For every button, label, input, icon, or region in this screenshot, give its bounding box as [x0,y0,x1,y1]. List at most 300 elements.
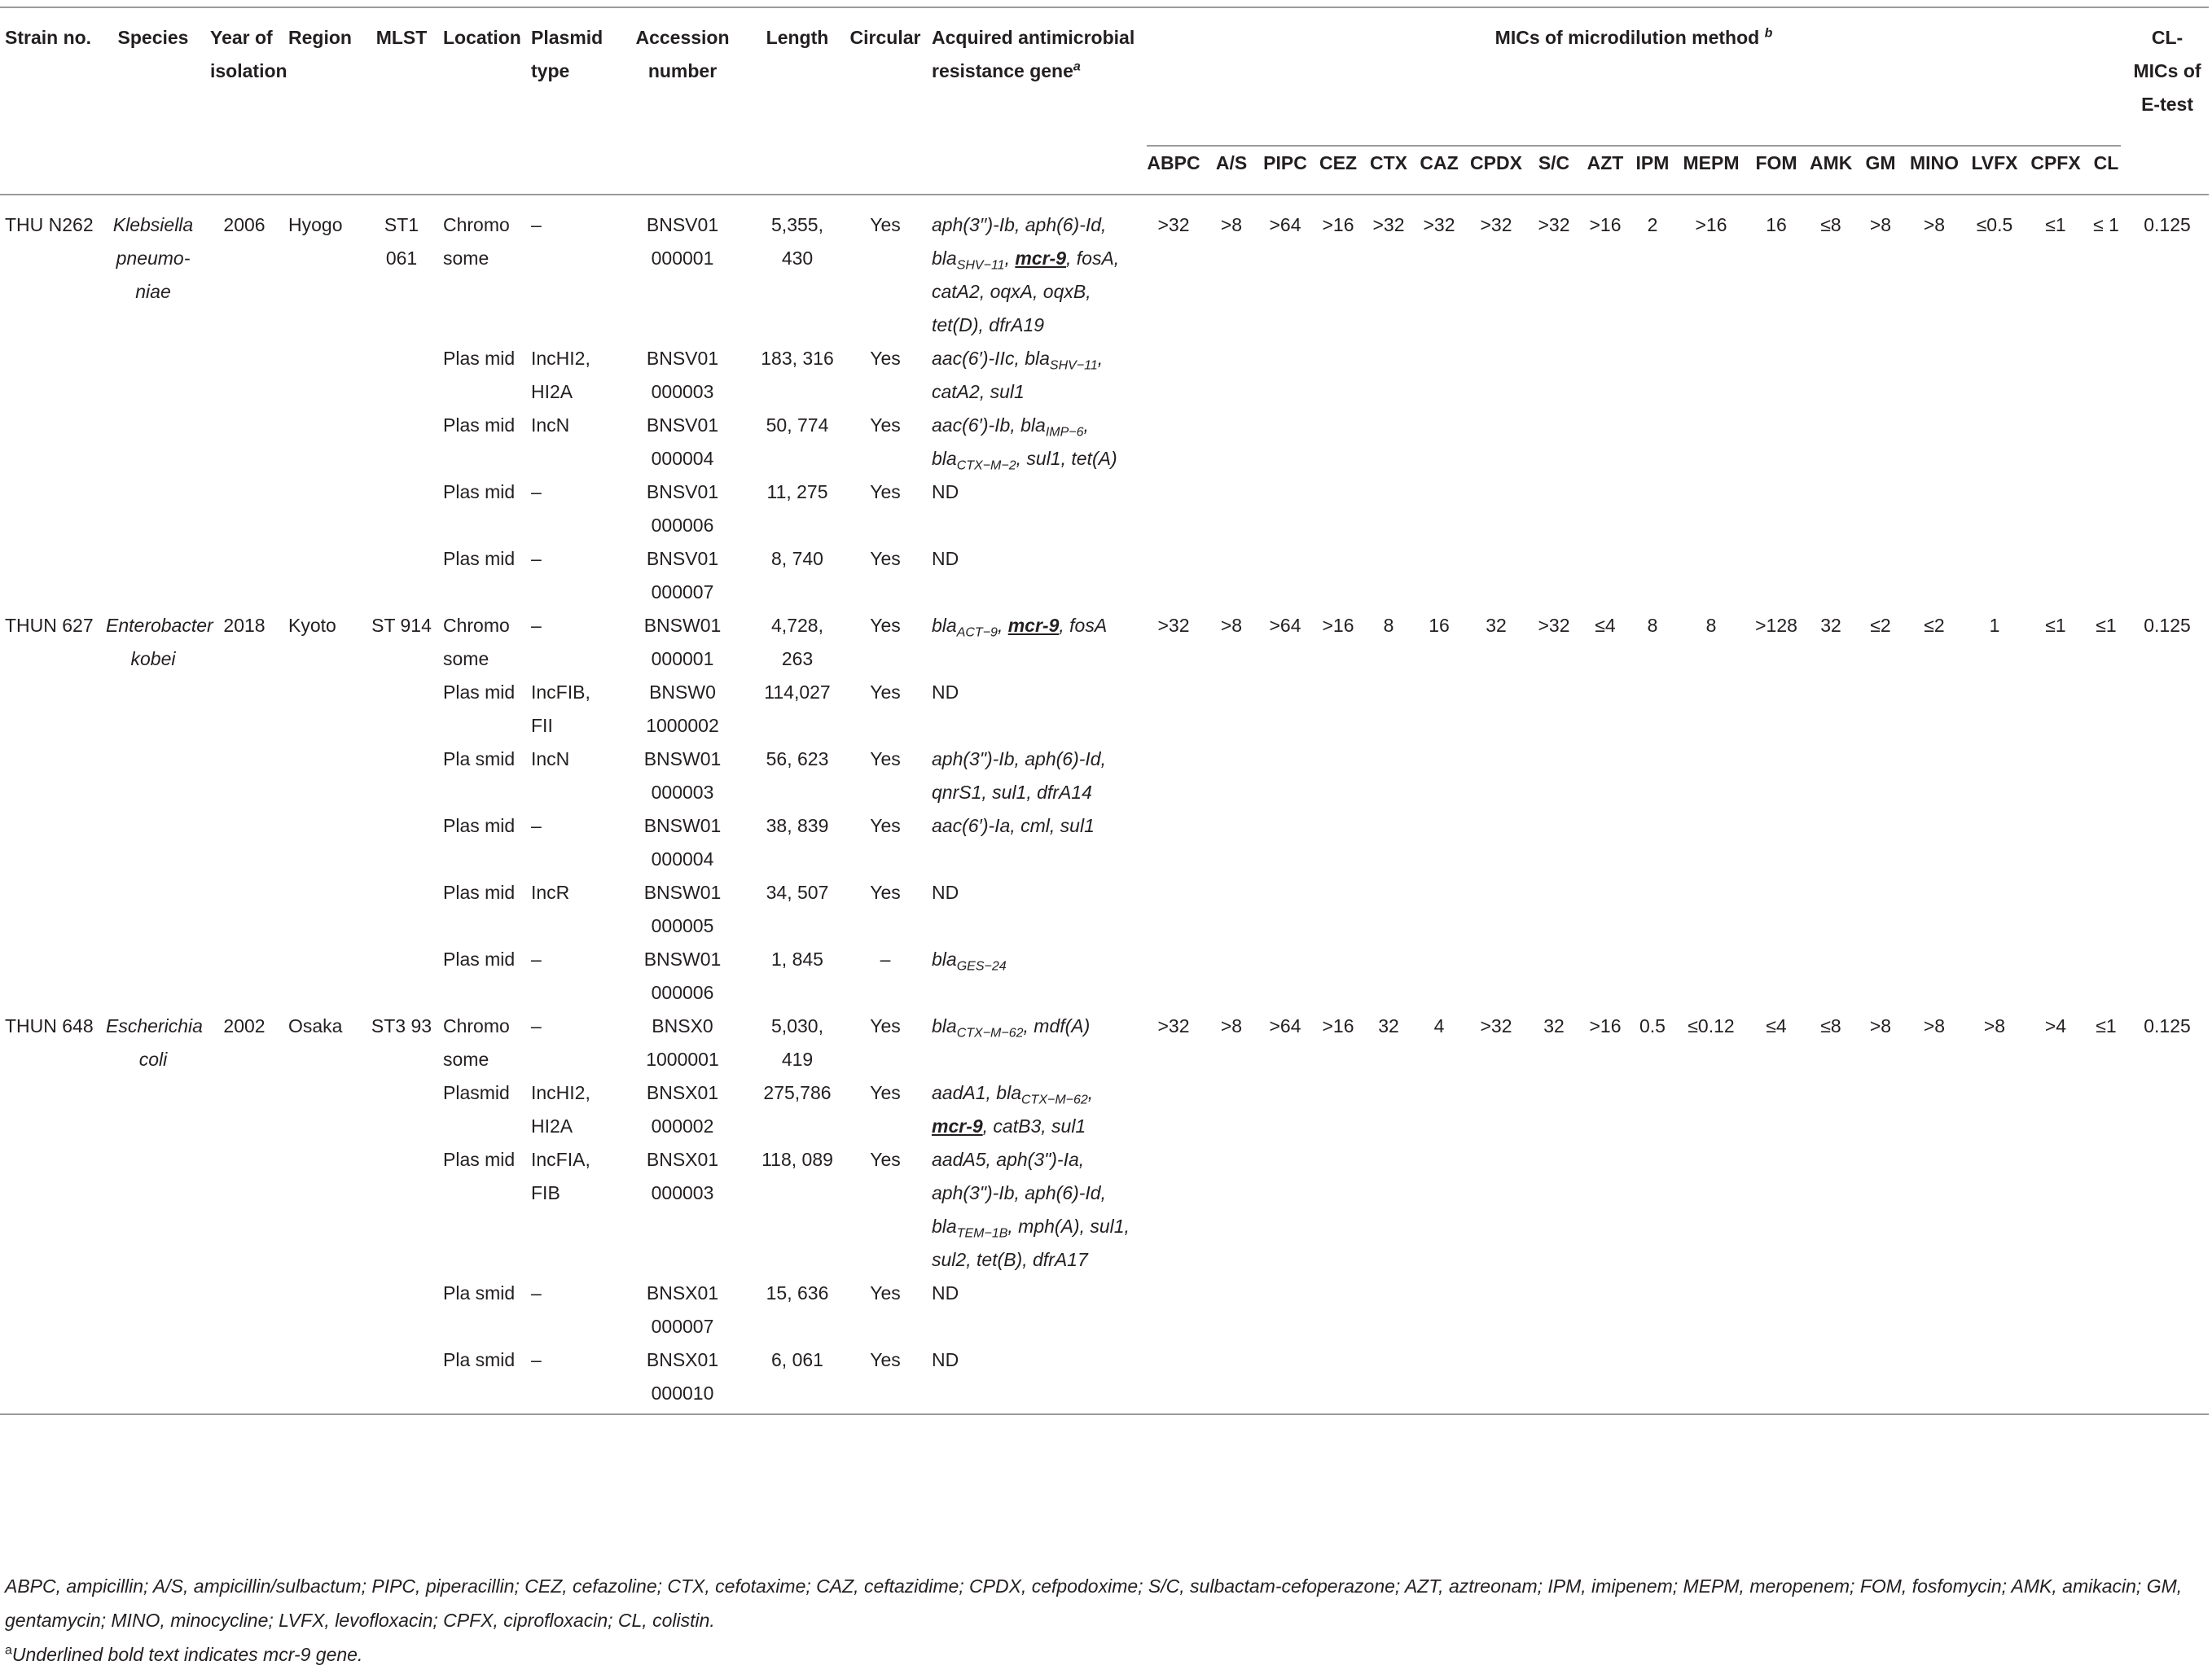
cell-ptype: IncFIA, FIB [531,1149,590,1203]
mic-cell: ≤2 [1924,615,1945,636]
drug-header: CEZ [1319,152,1357,173]
etest-cell [2126,809,2209,876]
cell-length: 275,786 [763,1082,832,1103]
cell-genes [927,743,1142,809]
mic-cell [1313,743,1363,809]
mic-cell [1313,876,1363,943]
cell-length: 5,355, 430 [771,214,823,269]
gene-part: , catB3, sul1 [982,1115,1086,1137]
mic-cell [1904,943,1964,1010]
table-row [0,876,2209,943]
mic-cell [1363,475,1414,542]
mic-cell [2025,475,2087,542]
mic-cell: ≤1 [2045,615,2066,636]
mic-cell [1630,876,1674,943]
mic-cell [1580,1277,1630,1343]
mic-cell [1414,1343,1464,1410]
cell-genes [927,1277,1142,1343]
drug-header: MEPM [1683,152,1740,173]
cell-region [283,1076,365,1143]
mic-cell: ≤0.12 [1688,1015,1735,1036]
mic-cell [1528,743,1580,809]
drug-header: CL [2093,152,2119,173]
mic-cell [2087,676,2126,743]
cell-acc: BNSV01 000004 [646,414,719,469]
mic-cell: ≤1 [2096,1015,2117,1036]
cell-acc: BNSV01 000001 [646,214,719,269]
mic-cell [1528,809,1580,876]
mic-cell [1313,1343,1363,1410]
mic-cell: >8 [1923,1015,1946,1036]
cell-year [205,1143,283,1277]
mic-cell [1313,676,1363,743]
cell-acc: BNSW01 000005 [643,882,722,936]
cell-region [283,1277,365,1343]
mic-cell [2087,542,2126,609]
mic-cell [1805,943,1857,1010]
mic-cell [1857,342,1904,409]
cell-strain: THUN 627 [5,615,94,636]
mic-cell: 8 [1647,615,1658,636]
gene-part: ND [932,882,959,903]
mic-cell [2087,943,2126,1010]
cell-circ: Yes [870,681,901,703]
col-mlst: MLST [375,27,428,48]
mic-cell [1363,1076,1414,1143]
mic-cell [1257,342,1313,409]
mic-cell [1630,475,1674,542]
cell-species [101,676,205,743]
mic-cell [1904,676,1964,743]
cell-strain [0,1076,101,1143]
etest-cell [2126,1277,2209,1343]
mic-cell [1857,676,1904,743]
mic-cell [1257,542,1313,609]
mic-cell [1464,409,1528,475]
mic-cell [1205,1076,1257,1143]
mic-cell [1580,1143,1630,1277]
mic-cell [2025,1277,2087,1343]
cell-acc: BNSX01 000010 [646,1349,719,1404]
mic-cell [1363,676,1414,743]
cell-year [205,943,283,1010]
cell-ptype: – [531,615,542,636]
mic-cell [1580,342,1630,409]
cell-length: 6, 061 [771,1349,823,1370]
mic-cell [1748,1076,1805,1143]
mic-cell: 16 [1766,214,1787,235]
mic-cell [1414,1076,1464,1143]
mic-cell [1464,743,1528,809]
mic-cell [1142,1343,1205,1410]
a-footnote: $^a$Underlined bold text indicates mcr-9 gene. [5,1643,363,1665]
gene-part: , bla [932,414,1089,469]
mic-cell [1964,1343,2025,1410]
cell-genes [927,809,1142,876]
mic-cell [1964,876,2025,943]
mic-cell [1580,743,1630,809]
cell-ptype: IncR [531,882,570,903]
cell-circ: – [880,949,891,970]
mic-cell: ≤4 [1766,1015,1787,1036]
col-mic-group: MICs of microdilution method $^b$ [1142,7,2126,147]
gene-part: aac(6′)-IIc, bla [932,348,1050,369]
mic-cell [1205,809,1257,876]
mic-cell: >8 [1869,1015,1892,1036]
mic-cell: 2 [1647,214,1658,235]
mic-cell: >8 [1869,214,1892,235]
cell-length: 4,728, 263 [771,615,823,669]
gene-part: SHV−11 [956,258,1005,273]
mic-cell [1674,542,1748,609]
cell-mlst [365,809,438,876]
cell-genes [927,409,1142,475]
mic-cell [1414,342,1464,409]
cell-location: Pla smid [443,748,516,769]
mic-cell [1528,876,1580,943]
gene-part: , catA2, sul1 [932,348,1104,402]
cell-year [205,1343,283,1410]
mic-cell [1142,542,1205,609]
cell-strain [0,475,101,542]
drug-header: PIPC [1263,152,1307,173]
mic-cell [1805,1076,1857,1143]
mic-cell [1904,1076,1964,1143]
mic-cell [1857,542,1904,609]
cell-length: 11, 275 [766,481,828,502]
table-body [0,195,2209,1414]
gene-part: aadA1, bla [932,1082,1021,1103]
mic-cell [1257,943,1313,1010]
resistance-table [0,7,2209,1415]
cell-region [283,943,365,1010]
mic-cell [1805,542,1857,609]
gene-part: CTX−M−62 [956,1026,1024,1041]
mic-cell [2087,409,2126,475]
cell-region [283,676,365,743]
mic-cell [2025,809,2087,876]
col-region: Region [288,27,352,48]
mic-cell [1630,342,1674,409]
table-row [0,1076,2209,1143]
mic-cell [1805,876,1857,943]
gene-part: ND [932,1349,959,1370]
cell-strain [0,876,101,943]
mic-cell [1363,1277,1414,1343]
mic-cell [1142,1076,1205,1143]
cell-year: 2006 [223,214,266,235]
mic-cell [1857,1076,1904,1143]
mic-cell [1142,676,1205,743]
gene-part: ND [932,481,959,502]
mic-cell [1805,409,1857,475]
mic-cell: ≤2 [1870,615,1891,636]
cell-genes [927,342,1142,409]
cell-ptype: IncHI2, HI2A [531,1082,590,1137]
cell-acc: BNSW01 000004 [643,815,722,870]
mic-cell [1964,1076,2025,1143]
etest-cell [2126,743,2209,809]
table-row [0,1343,2209,1410]
etest-cell: 0.125 [2144,214,2191,235]
cell-genes [927,1010,1142,1076]
mic-cell [1748,809,1805,876]
cell-year [205,1277,283,1343]
mic-cell [1580,809,1630,876]
cell-length: 38, 839 [766,815,829,836]
mic-cell: >32 [1480,1015,1512,1036]
gene-part: bla [932,949,957,970]
mic-cell [2025,1143,2087,1277]
mic-cell [1464,342,1528,409]
cell-ptype: – [531,949,542,970]
gene-part: , [1004,248,1016,269]
col-year: Year of isolation [210,27,287,81]
cell-location: Pla smid [443,1349,516,1370]
mic-cell [1257,876,1313,943]
gene-part: aph(3")-Ib, aph(6)-Id, qnrS1, sul1, dfrA14 [932,748,1106,803]
cell-genes [927,609,1142,676]
mic-cell [1748,676,1805,743]
mic-cell [1904,876,1964,943]
mic-cell [1748,743,1805,809]
cell-location: Plas mid [443,949,516,970]
mic-cell [1674,342,1748,409]
drug-header: IPM [1635,152,1670,173]
mic-cell [1142,876,1205,943]
mic-cell [2025,542,2087,609]
mic-cell [1313,475,1363,542]
mic-cell [1414,409,1464,475]
etest-cell: 0.125 [2144,615,2191,636]
mic-cell [1674,1343,1748,1410]
cell-species: Klebsiella pneumo- niae [112,214,194,302]
gene-part: , sul1, tet(A) [1016,448,1117,469]
mic-cell: 0.5 [1639,1015,1666,1036]
gene-part: , fosA, catA2, oqxA, oqxB, tet(D), dfrA19 [932,248,1120,335]
cell-year [205,542,283,609]
mic-cell [1528,676,1580,743]
drug-header: CPFX [2030,152,2081,173]
mic-cell [1857,876,1904,943]
cell-location: Plas mid [443,681,516,703]
mic-cell [1674,876,1748,943]
cell-strain: THUN 648 [5,1015,94,1036]
mic-cell [1857,1143,1904,1277]
mic-cell: 8 [1705,615,1717,636]
cell-year: 2018 [223,615,266,636]
cell-year [205,809,283,876]
cell-location: Pla smid [443,1282,516,1304]
mic-cell: >8 [1220,615,1243,636]
mic-cell [1630,542,1674,609]
mic-cell [1257,1343,1313,1410]
mic-cell [1205,1343,1257,1410]
cell-mlst: ST1 061 [384,214,419,269]
mic-cell: >16 [1322,214,1354,235]
mic-cell [1414,743,1464,809]
table-row [0,809,2209,876]
mic-cell [1748,475,1805,542]
cell-year [205,342,283,409]
cell-year [205,409,283,475]
mic-cell: 8 [1383,615,1394,636]
mic-cell [1257,676,1313,743]
mic-cell [1805,475,1857,542]
cell-year [205,475,283,542]
mic-cell [1313,1143,1363,1277]
mic-cell [1205,1143,1257,1277]
gene-part: mcr-9 [1015,248,1066,269]
etest-cell [2126,1076,2209,1143]
mic-cell [1257,743,1313,809]
cell-species [101,475,205,542]
cell-length: 5,030, 419 [771,1015,823,1070]
mic-cell [1857,809,1904,876]
etest-cell [2126,876,2209,943]
mic-cell [2025,743,2087,809]
cell-ptype: IncN [531,414,570,436]
cell-ptype: – [531,481,542,502]
drug-header: CPDX [1470,152,1522,173]
cell-genes [927,676,1142,743]
mic-cell [1805,676,1857,743]
gene-part: aac(6′)-Ia, cml, sul1 [932,815,1095,836]
mic-cell [1363,1143,1414,1277]
cell-circ: Yes [870,615,901,636]
mic-cell [1313,1277,1363,1343]
table-row [0,609,2209,676]
mic-cell [1904,342,1964,409]
cell-location: Chromo some [443,214,510,269]
cell-acc: BNSW0 1000002 [646,681,719,736]
cell-circ: Yes [870,348,901,369]
cell-strain [0,943,101,1010]
gene-part: bla [932,1015,957,1036]
mic-cell [1630,1143,1674,1277]
mic-cell [1748,409,1805,475]
mic-cell: ≤4 [1595,615,1616,636]
cell-species: Enterobacter kobei [106,615,213,669]
mic-cell [1205,475,1257,542]
mic-cell: ≤0.5 [1976,214,2013,235]
mic-cell: >32 [1538,615,1570,636]
etest-cell [2126,542,2209,609]
cell-region [283,743,365,809]
table-row [0,195,2209,342]
cell-strain [0,1143,101,1277]
mic-cell [1528,542,1580,609]
gene-part: ACT−9 [956,625,998,640]
mic-cell [1904,1277,1964,1343]
mic-cell [1528,1343,1580,1410]
mic-cell [1805,1143,1857,1277]
col-location: Location [443,27,521,48]
cell-species: Escherichia coli [106,1015,203,1070]
mic-cell [1464,1076,1528,1143]
mic-cell [1904,1343,1964,1410]
cell-year [205,676,283,743]
mic-cell [1313,542,1363,609]
cell-location: Chromo some [443,615,510,669]
cell-length: 118, 089 [761,1149,833,1170]
etest-cell [2126,1343,2209,1410]
etest-cell [2126,475,2209,542]
cell-location: Plasmid [443,1082,510,1103]
cell-region [283,809,365,876]
table-row [0,943,2209,1010]
drug-header: MINO [1909,152,1960,173]
gene-part: ND [932,548,959,569]
cell-strain [0,676,101,743]
mic-cell: ≤8 [1820,214,1841,235]
cell-year [205,876,283,943]
gene-part: , mph(A), sul1, sul2, tet(B), dfrA17 [932,1216,1130,1270]
mic-cell: >8 [1923,214,1946,235]
cell-circ: Yes [870,481,901,502]
mic-cell [1257,1143,1313,1277]
mic-cell [1142,1143,1205,1277]
cell-mlst [365,676,438,743]
mic-cell [1414,1143,1464,1277]
mic-cell [1205,676,1257,743]
mic-cell [1904,809,1964,876]
mic-cell [1528,409,1580,475]
table-row [0,676,2209,743]
cell-year [205,743,283,809]
cell-species [101,1343,205,1410]
cell-strain [0,1343,101,1410]
mic-cell [1528,475,1580,542]
mic-cell [1580,542,1630,609]
table-row [0,1143,2209,1277]
cell-length: 15, 636 [766,1282,829,1304]
cell-ptype: – [531,548,542,569]
table-row [0,743,2209,809]
mic-cell [1904,542,1964,609]
cell-ptype: IncFIB, FII [531,681,590,736]
mic-cell: ≤ 1 [2093,214,2119,235]
mic-cell: >32 [1538,214,1570,235]
cell-mlst [365,475,438,542]
mic-cell [1205,1277,1257,1343]
drug-header: A/S [1215,152,1248,173]
cell-mlst: ST 914 [371,615,432,636]
mic-cell: 32 [1486,615,1507,636]
mic-cell [1805,1343,1857,1410]
mic-cell [1257,409,1313,475]
mic-cell [1205,743,1257,809]
drug-header: AZT [1587,152,1624,173]
cell-strain [0,809,101,876]
cell-acc: BNSW01 000006 [643,949,722,1003]
mic-cell: >32 [1480,214,1512,235]
mic-cell [2025,342,2087,409]
mic-cell [1313,342,1363,409]
cell-strain [0,542,101,609]
mic-cell [1805,1277,1857,1343]
mic-cell: ≤1 [2096,615,2117,636]
mic-cell [1630,1076,1674,1143]
cell-species [101,809,205,876]
table-row [0,542,2209,609]
mic-cell: >4 [2044,1015,2067,1036]
drug-header: AMK [1810,152,1853,173]
cell-length: 50, 774 [766,414,829,436]
mic-cell: >8 [1220,214,1243,235]
mic-cell [1630,743,1674,809]
mic-cell [2087,809,2126,876]
